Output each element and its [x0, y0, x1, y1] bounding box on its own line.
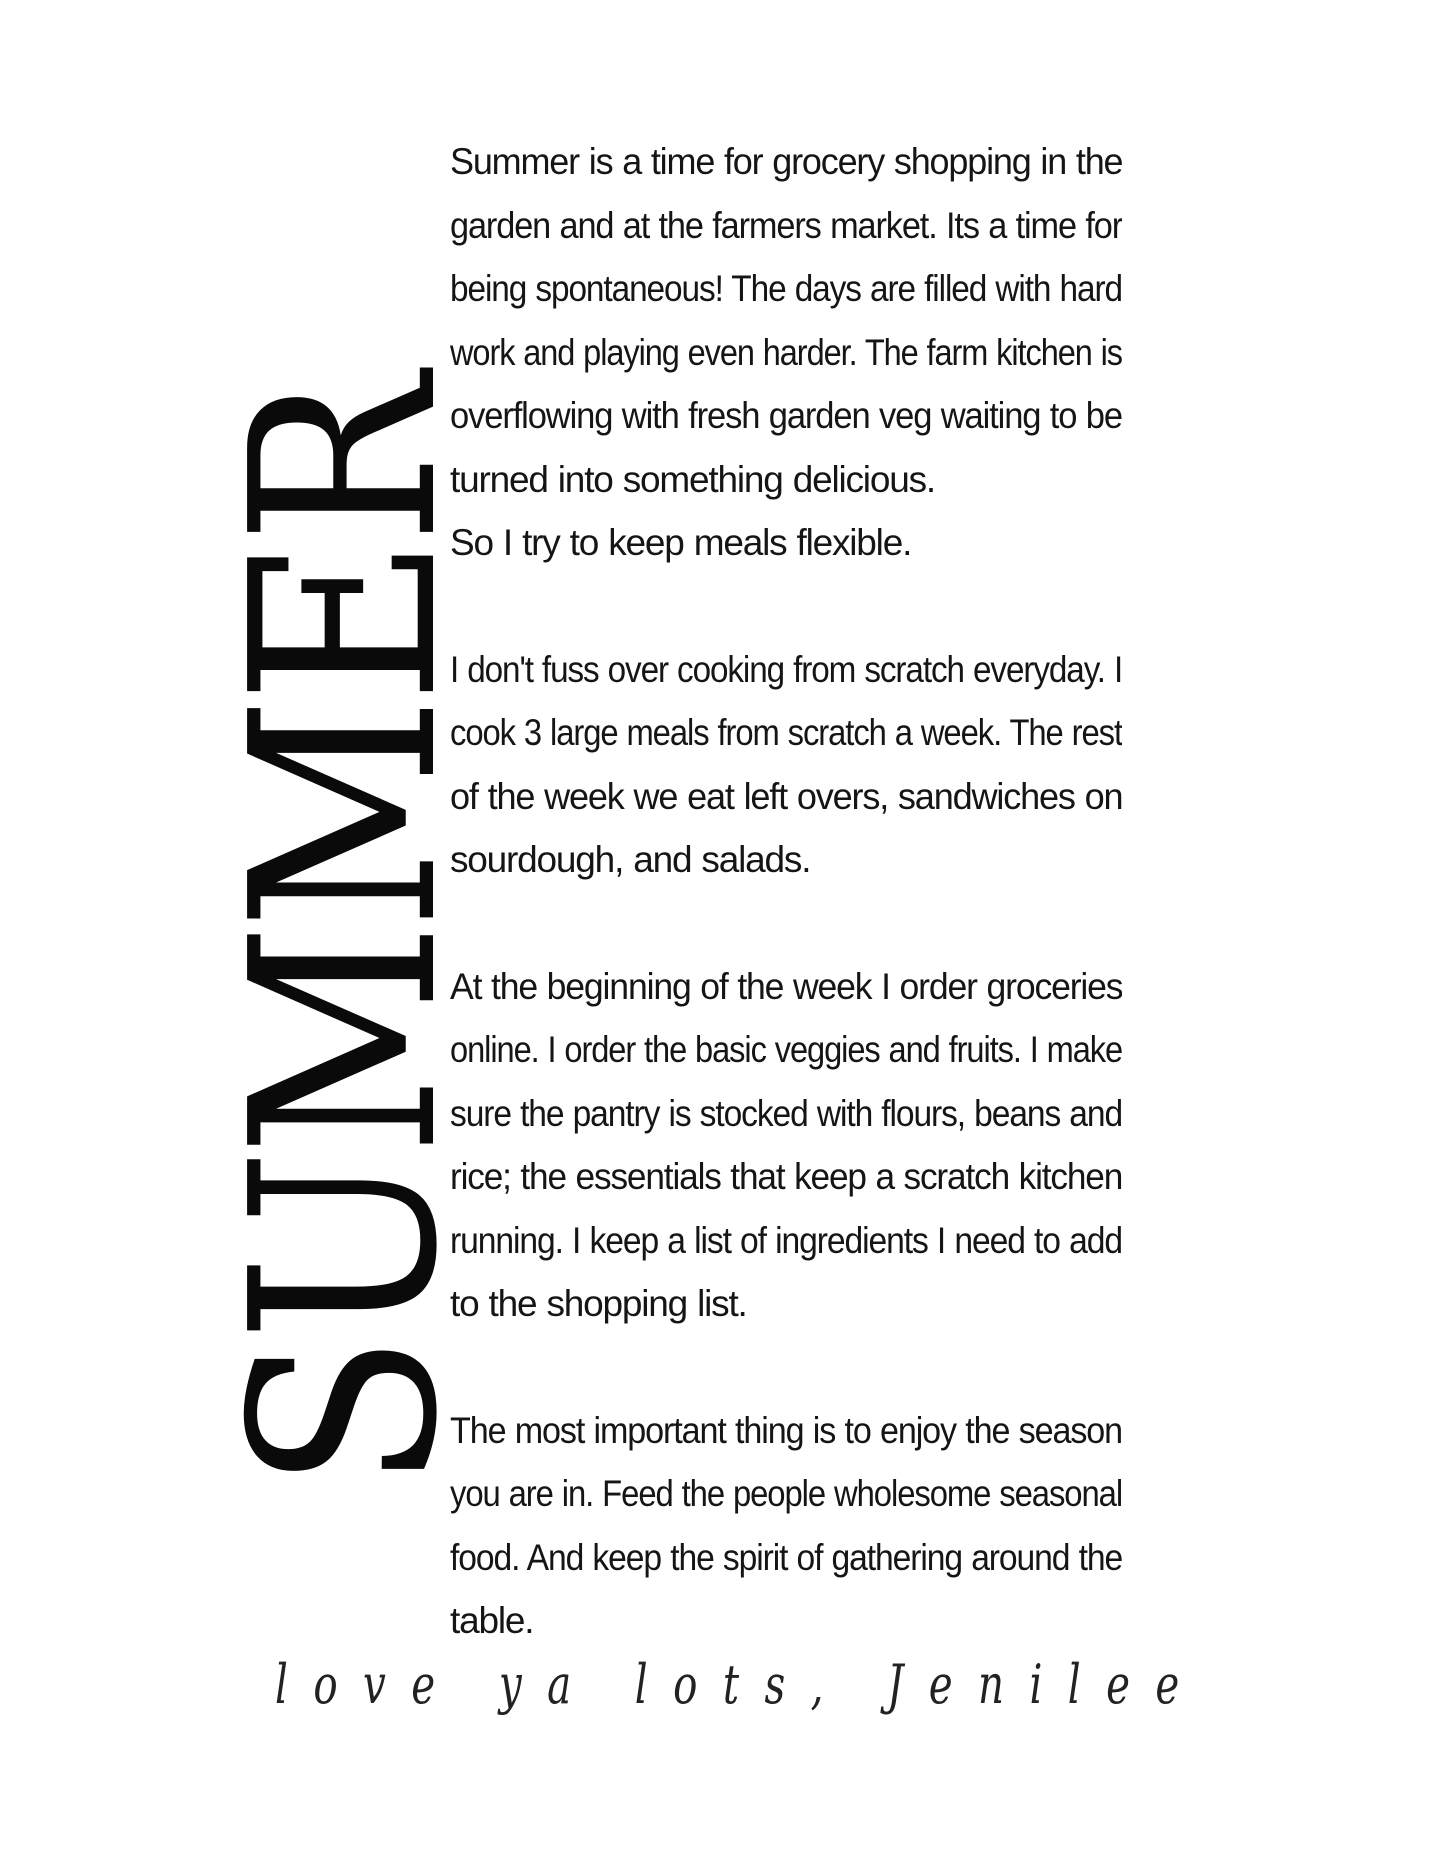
text-line: work and playing even harder. The farm kitchen is — [450, 331, 1122, 373]
text-line: overflowing with fresh garden veg waiting to be — [450, 395, 1122, 436]
text-line: online. I order the basic veggies and fruits. I make — [450, 1029, 1122, 1070]
text-line: rice; the essentials that keep a scratch kitchen — [450, 1156, 1122, 1197]
text-line: food. And keep the spirit of gathering around the — [450, 1536, 1122, 1578]
text-line: of the week we eat left overs, sandwiches on — [450, 775, 1122, 817]
text-line: you are in. Feed the people wholesome seasonal — [450, 1473, 1122, 1514]
text-line: garden and at the farmers market. Its a time for — [450, 204, 1123, 246]
text-line: running. I keep a list of ingredients I need to add — [450, 1219, 1122, 1261]
text-line: Summer is a time for grocery shopping in the — [450, 141, 1122, 182]
title-word: SUMMER — [196, 380, 494, 1490]
text-line: to the shopping list. — [450, 1283, 747, 1324]
signature: love ya lots, Jenilee — [275, 1653, 1205, 1716]
paragraph-4 — [450, 1399, 1122, 1653]
paragraph-3 — [450, 955, 1122, 1336]
text-line: being spontaneous! The days are filled with hard — [450, 268, 1122, 309]
text-line: At the beginning of the week I order groceries — [450, 965, 1123, 1007]
text-line: I don't fuss over cooking from scratch everyday. I — [450, 648, 1123, 690]
text-line: cook 3 large meals from scratch a week. The rest — [450, 712, 1123, 753]
paragraph-2 — [450, 638, 1122, 892]
text-line: turned into something delicious. — [450, 458, 935, 500]
vertical-title — [196, 380, 494, 1490]
text-line: So I try to keep meals flexible. — [450, 522, 912, 563]
text-line: The most important thing is to enjoy the season — [450, 1409, 1122, 1451]
text-line: table. — [450, 1600, 534, 1641]
text-column — [450, 130, 1122, 1716]
paragraph-1 — [450, 130, 1122, 575]
text-line: sure the pantry is stocked with flours, beans and — [450, 1092, 1123, 1134]
text-line: sourdough, and salads. — [450, 839, 811, 880]
